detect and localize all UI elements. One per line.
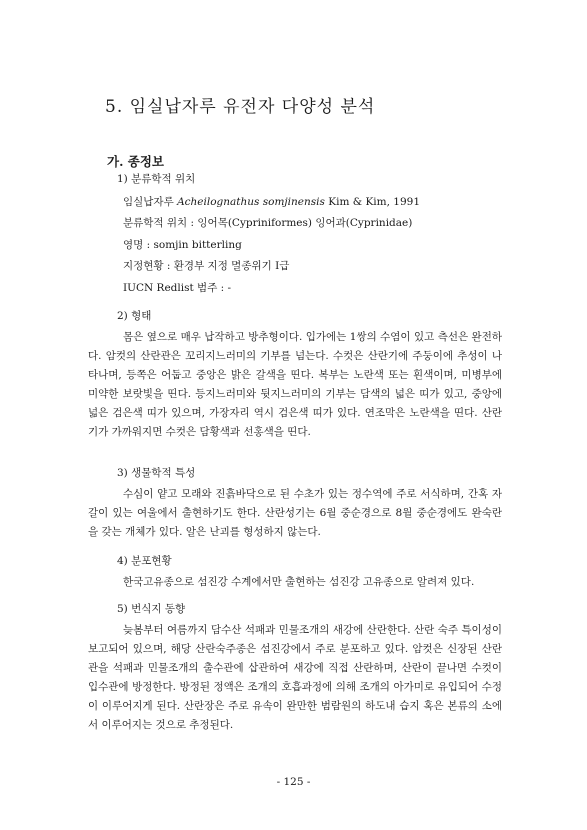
section-title: 가. 종정보 [107, 154, 165, 169]
morphology-paragraph: 몸은 옆으로 매우 납작하고 방추형이다. 입가에는 1쌍의 수염이 있고 측선은 완전하다. 암컷의 산란관은 꼬리지느러미의 기부를 넘는다. 수컷은 산란기에 주둥이에 추성이 나타나며, 등쪽은 어둡고 중앙은 밝은 갈색을 띤다. 복부는 노란색 또는 흰색이며, 미병부에 미약한 보랏빛을 띤다. 등지느러미와 뒷지느러미의 기부는 담색의 넓은 띠가 있고, 중앙에 넓은 검은색 띠가 있으며, 가장자리 역시 검은색 띠가 있다. 연조막은 노란색을 띤다. 산란기가 가까워지면 수컷은 담황색과 선홍색을 띤다. [88, 331, 502, 438]
iucn-line: IUCN Redlist 범주 : - [123, 282, 232, 294]
species-korean-name: 임실납자루 [123, 196, 178, 208]
classification-heading: 1) 분류학적 위치 [117, 173, 196, 185]
taxonomy-line: 분류학적 위치 : 잉어목(Cypriniformes) 잉어과(Cyprinidae) [123, 217, 413, 229]
species-scientific-name: Acheilognathus somjinensis [177, 196, 325, 208]
status-line: 지정현황 : 환경부 지정 멸종위기 I급 [123, 260, 290, 272]
ecology-heading: 3) 생물학적 특성 [117, 467, 196, 479]
distribution-paragraph: 한국고유종으로 섬진강 수계에서만 출현하는 섬진강 고유종으로 알려져 있다. [123, 576, 475, 588]
species-author: Kim & Kim, 1991 [324, 196, 420, 208]
reproduction-heading: 5) 번식지 동향 [117, 603, 186, 615]
morphology-heading: 2) 형태 [117, 310, 152, 322]
species-name-line [123, 195, 420, 209]
distribution-heading: 4) 분포현황 [117, 555, 172, 567]
english-name-line: 영명 : somjin bitterling [123, 239, 242, 251]
reproduction-paragraph: 늦봄부터 여름까지 담수산 석패과 민물조개의 새강에 산란한다. 산란 숙주 특이성이 보고되어 있으며, 해당 산란숙주종은 섬진강에서 주로 분포하고 있다. 암컷은 신장된 산란관을 석패과 민물조개의 출수관에 삽관하여 새강에 직접 산란하며, 산란이 끝나면 수컷이 입수관에 방정한다. 방정된 정액은 조개의 호흡과정에 의해 조개의 아가미로 유입되어 수정이 이루어지게 된다. 산란장은 주로 유속이 완만한 범람원의 하도내 습지 혹은 본류의 소에서 이루어지는 것으로 추정된다. [88, 624, 502, 731]
ecology-paragraph: 수심이 얕고 모래와 진흙바닥으로 된 수초가 있는 정수역에 주로 서식하며, 간혹 자갈이 있는 여울에서 출현하기도 한다. 산란성기는 6월 중순경으로 8월 중순경에도 완숙란을 갖는 개체가 있다. 알은 난괴를 형성하지 않는다. [88, 488, 502, 538]
page-number: - 125 - [276, 776, 311, 788]
chapter-title: 5. 임실납자루 유전자 다양성 분석 [105, 97, 376, 117]
